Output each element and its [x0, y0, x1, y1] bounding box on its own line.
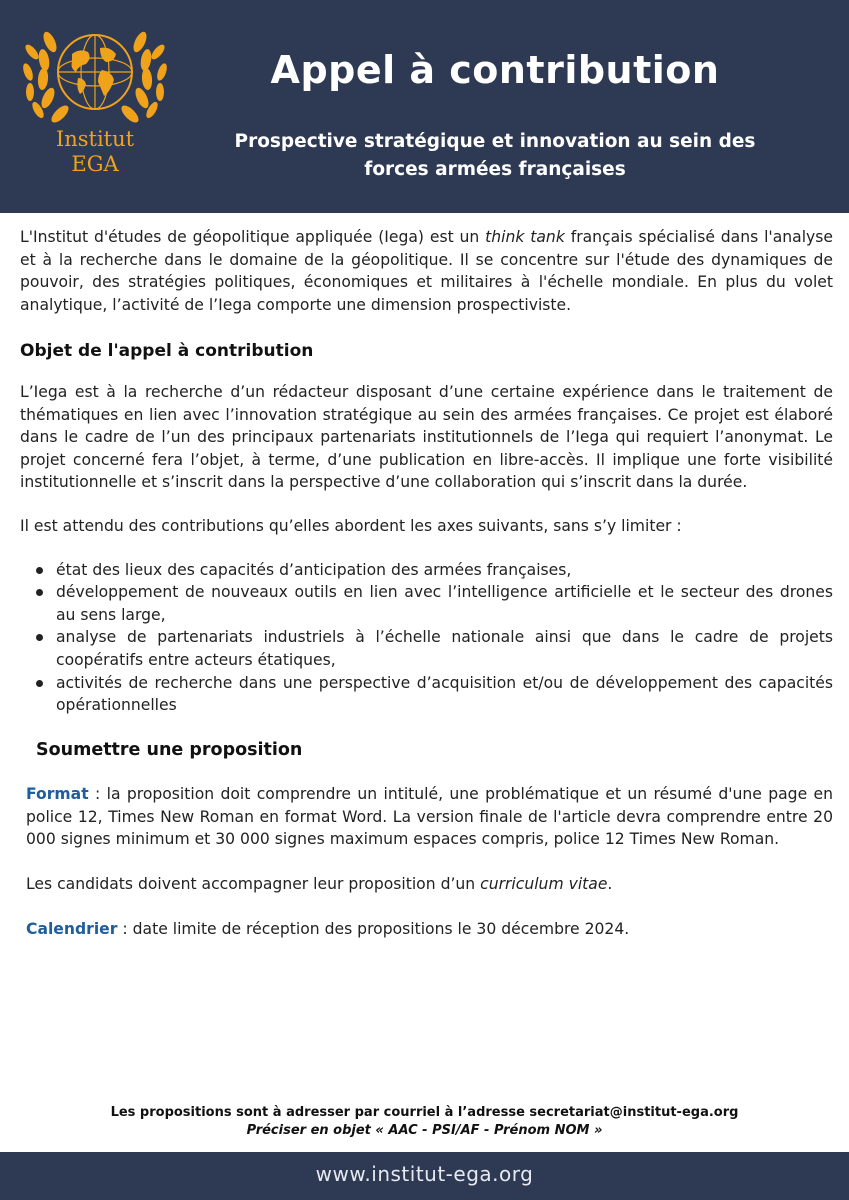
candidats-text-2: . — [607, 875, 613, 894]
list-item: état des lieux des capacités d’anticipation des armées françaises, — [56, 559, 833, 582]
page-title: Appel à contribution — [270, 48, 720, 92]
calendrier-paragraph — [26, 918, 833, 941]
notice-line-1: Les propositions sont à adresser par courriel à l’adresse secretariat@institut-ega.org — [110, 1105, 739, 1120]
format-label: Format — [26, 785, 89, 804]
format-paragraph — [26, 783, 833, 851]
logo-text-ega: EGA — [71, 152, 119, 176]
header-banner — [0, 0, 849, 213]
document-body — [20, 226, 833, 940]
footer-banner — [0, 1152, 849, 1200]
list-item: analyse de partenariats industriels à l’échelle nationale ainsi que dans le cadre de projets coopératifs entre acteurs étatiques, — [56, 626, 833, 671]
candidats-text-1: Les candidats doivent accompagner leur proposition d’un — [26, 875, 481, 894]
subtitle-line-2: forces armées françaises — [364, 159, 626, 180]
intro-text-2: français spécialisé dans l'analyse et à la recherche dans le domaine de la géopolitique. Il se concentre sur l'étude des dynamiques de pouvoir, des stratégies politiques, économiques et militaires à l'échelle mondiale. En plus du volet analytique, l’activité de l’Iega comporte une dimension prospectiviste. — [20, 228, 833, 314]
format-text: : la proposition doit comprendre un intitulé, une problématique et un résumé d'une page en police 12, Times New Roman en format Word. La version finale de l'article devra comprendre entre 20 000 signes minimum et 30 000 signes maximum espaces compris, police 12 Times New Roman. — [26, 785, 833, 849]
subtitle-line-1: Prospective stratégique et innovation au sein des — [234, 131, 756, 152]
soumettre-heading: Soumettre une proposition — [36, 739, 303, 760]
axes-intro: Il est attendu des contributions qu’elles abordent les axes suivants, sans s’y limiter : — [20, 516, 682, 535]
axes-list — [20, 559, 833, 717]
candidats-italic: curriculum vitae — [480, 875, 608, 894]
notice-line-2: Préciser en objet « AAC - PSI/AF - Prénom NOM » — [246, 1123, 603, 1138]
objet-heading: Objet de l'appel à contribution — [20, 341, 314, 362]
objet-paragraph: L’Iega est à la recherche d’un rédacteur disposant d’une certaine expérience dans le traitement de thématiques en lien avec l’innovation stratégique au sein des armées françaises. Ce projet est élaboré dans le cadre de l’un des principaux partenariats institutionnels de l’Iega qui requiert l’anonymat. Le projet concerné fera l’objet, à terme, d’une publication en libre-accès. Il implique une forte visibilité institutionnelle et s’inscrit dans la perspective d’une collaboration qui s’inscrit dans la durée. — [20, 382, 833, 492]
calendrier-text: : date limite de réception des propositions le 30 décembre 2024. — [117, 919, 630, 938]
intro-italic: think tank — [485, 228, 565, 246]
submission-section — [20, 783, 833, 940]
list-item: développement de nouveaux outils en lien avec l’intelligence artificielle et le secteur des drones au sens large, — [56, 581, 833, 626]
intro-paragraph — [20, 226, 833, 316]
intro-text-1: L'Institut d'études de géopolitique appliquée (Iega) est un — [20, 228, 486, 246]
calendrier-label: Calendrier — [26, 919, 118, 938]
footer-url-link[interactable]: www.institut-ega.org — [315, 1162, 534, 1186]
page-subtitle — [180, 128, 810, 184]
candidats-paragraph — [26, 873, 833, 896]
submission-notice — [20, 1104, 829, 1140]
logo-text-institut: Institut — [55, 127, 135, 151]
list-item: activités de recherche dans une perspective d’acquisition et/ou de développement des capacités opérationnelles — [56, 672, 833, 717]
